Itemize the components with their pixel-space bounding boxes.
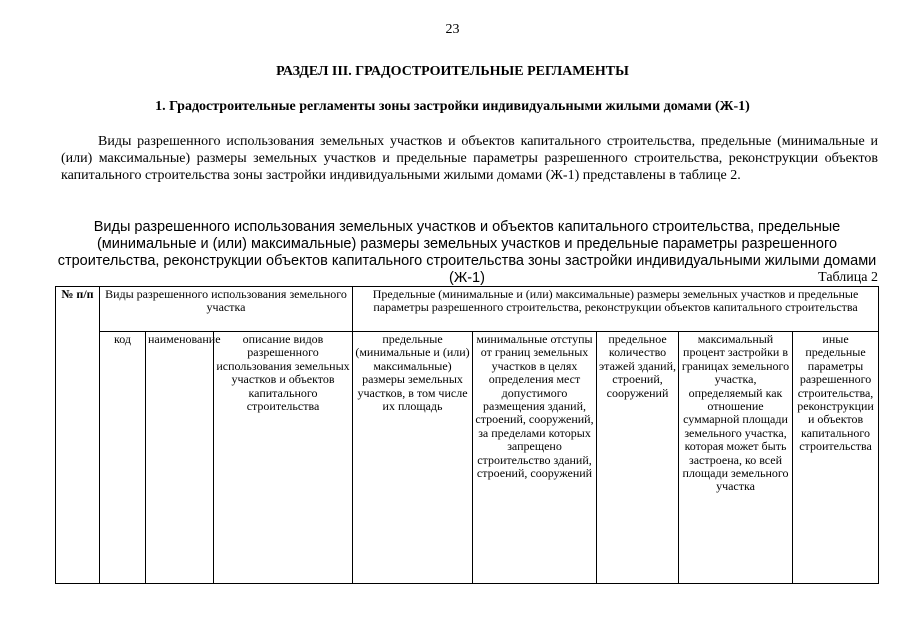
col-header-other-params: иные предельные параметры разрешенного строительства, реконструкции и объектов капитального строительства [793,332,879,584]
header-number: № п/п [56,287,100,584]
col-header-name: наименование [146,332,214,584]
table-label: Таблица 2 [818,270,878,285]
col-header-description: описание видов разрешенного использования земельных участков и объектов капитального строительства [214,332,353,584]
header-group-parameters: Предельные (минимальные и (или) максимальные) размеры земельных участков и предельные параметры разрешенного строительства, реконструкции объектов капитального строительства [353,287,879,332]
col-header-setbacks: минимальные отступы от границ земельных участков в целях определения мест допустимого размещения зданий, строений, сооружений, за пределами которых запрещено строительство зданий, строений, сооружений [473,332,597,584]
section-title: РАЗДЕЛ III. ГРАДОСТРОИТЕЛЬНЫЕ РЕГЛАМЕНТЫ [276,64,629,79]
subsection-title: 1. Градостроительные регламенты зоны застройки индивидуальными жилыми домами (Ж-1) [155,99,750,114]
col-header-plot-size: предельные (минимальные и (или) максимальные) размеры земельных участков, в том числе их площадь [353,332,473,584]
col-header-coverage: максимальный процент застройки в границах земельного участка, определяемый как отношение суммарной площади земельного участка, которая может быть застроена, ко всей площади земельного участка [679,332,793,584]
regulations-table [55,286,879,584]
intro-paragraph: Виды разрешенного использования земельных участков и объектов капитального строительства, предельные (минимальные и (или) максимальные) размеры земельных участков и предельные параметры разрешенного строительства, реконструкции объектов капитального строительства зоны застройки индивидуальными жилыми домами (Ж-1) представлены в таблице 2. [61,134,878,183]
header-group-permitted-use: Виды разрешенного использования земельного участка [100,287,353,332]
page-number: 23 [445,22,460,37]
table-caption: Виды разрешенного использования земельных участков и объектов капитального строительства, предельные (минимальные и (или) максимальные) размеры земельных участков и предельные параметры разрешенного строительства, реконструкции объектов капитального строительства зоны застройки индивидуальными жилыми домами (Ж-1) [57,219,877,286]
col-header-code: код [100,332,146,584]
col-header-floors: предельное количество этажей зданий, строений, сооружений [597,332,679,584]
